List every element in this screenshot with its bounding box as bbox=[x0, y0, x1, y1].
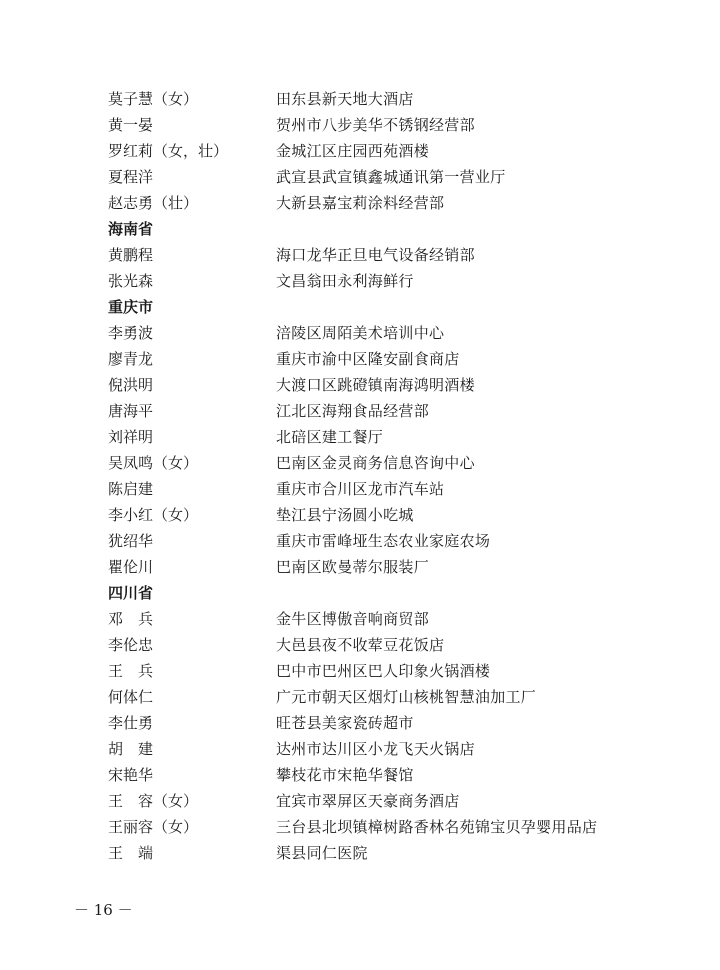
organization-name: 涪陵区周陌美术培训中心 bbox=[276, 324, 445, 342]
organization-name: 重庆市渝中区隆安副食商店 bbox=[276, 350, 460, 368]
person-name: 李勇波 bbox=[108, 324, 154, 342]
person-name: 黄鹏程 bbox=[108, 246, 154, 264]
organization-name: 海口龙华正旦电气设备经销部 bbox=[276, 246, 475, 264]
list-item bbox=[108, 190, 688, 216]
organization-name: 渠县同仁医院 bbox=[276, 844, 368, 862]
province-heading bbox=[108, 216, 688, 242]
person-name: 陈启建 bbox=[108, 480, 154, 498]
list-item bbox=[108, 814, 688, 840]
organization-name: 宜宾市翠屏区天豪商务酒店 bbox=[276, 792, 460, 810]
honoree-list bbox=[108, 86, 688, 866]
organization-name: 重庆市合川区龙市汽车站 bbox=[276, 480, 445, 498]
organization-name: 大新县嘉宝莉涂料经营部 bbox=[276, 194, 445, 212]
list-item bbox=[108, 658, 688, 684]
list-item bbox=[108, 268, 688, 294]
organization-name: 金城江区庄园西苑酒楼 bbox=[276, 142, 430, 160]
person-name: 张光森 bbox=[108, 272, 154, 290]
organization-name: 大渡口区跳磴镇南海鸿明酒楼 bbox=[276, 376, 475, 394]
list-item bbox=[108, 138, 688, 164]
organization-name: 达州市达川区小龙飞天火锅店 bbox=[276, 740, 475, 758]
list-item bbox=[108, 606, 688, 632]
list-item bbox=[108, 762, 688, 788]
province-heading bbox=[108, 294, 688, 320]
list-item bbox=[108, 840, 688, 866]
organization-name: 江北区海翔食品经营部 bbox=[276, 402, 430, 420]
list-item bbox=[108, 788, 688, 814]
province-heading bbox=[108, 580, 688, 606]
person-name: 罗红莉（女，壮） bbox=[108, 142, 229, 160]
list-item bbox=[108, 554, 688, 580]
organization-name: 巴中市巴州区巴人印象火锅酒楼 bbox=[276, 662, 491, 680]
person-name: 王 容（女） bbox=[108, 792, 199, 810]
person-name: 宋艳华 bbox=[108, 766, 154, 784]
organization-name: 金牛区博傲音响商贸部 bbox=[276, 610, 430, 628]
list-item bbox=[108, 736, 688, 762]
organization-name: 攀枝花市宋艳华餐馆 bbox=[276, 766, 414, 784]
person-name: 黄一晏 bbox=[108, 116, 154, 134]
organization-name: 广元市朝天区烟灯山核桃智慧油加工厂 bbox=[276, 688, 537, 706]
person-name: 犹绍华 bbox=[108, 532, 154, 550]
list-item bbox=[108, 372, 688, 398]
list-item bbox=[108, 398, 688, 424]
list-item bbox=[108, 684, 688, 710]
province-name: 海南省 bbox=[108, 220, 154, 238]
person-name: 李伦忠 bbox=[108, 636, 154, 654]
organization-name: 巴南区金灵商务信息咨询中心 bbox=[276, 454, 475, 472]
organization-name: 垫江县宁汤圆小吃城 bbox=[276, 506, 414, 524]
person-name: 瞿伦川 bbox=[108, 558, 154, 576]
province-name: 重庆市 bbox=[108, 298, 154, 316]
person-name: 何体仁 bbox=[108, 688, 154, 706]
organization-name: 巴南区欧曼蒂尔服装厂 bbox=[276, 558, 430, 576]
person-name: 刘祥明 bbox=[108, 428, 154, 446]
organization-name: 三台县北坝镇樟树路香林名苑锦宝贝孕婴用品店 bbox=[276, 818, 598, 836]
list-item bbox=[108, 528, 688, 554]
organization-name: 武宣县武宣镇鑫城通讯第一营业厅 bbox=[276, 168, 506, 186]
list-item bbox=[108, 320, 688, 346]
person-name: 莫子慧（女） bbox=[108, 90, 199, 108]
person-name: 倪洪明 bbox=[108, 376, 154, 394]
person-name: 邓 兵 bbox=[108, 610, 154, 628]
person-name: 赵志勇（壮） bbox=[108, 194, 199, 212]
person-name: 廖青龙 bbox=[108, 350, 154, 368]
organization-name: 贺州市八步美华不锈钢经营部 bbox=[276, 116, 475, 134]
organization-name: 旺苍县美家瓷砖超市 bbox=[276, 714, 414, 732]
list-item bbox=[108, 450, 688, 476]
list-item bbox=[108, 476, 688, 502]
person-name: 唐海平 bbox=[108, 402, 154, 420]
organization-name: 田东县新天地大酒店 bbox=[276, 90, 414, 108]
list-item bbox=[108, 86, 688, 112]
list-item bbox=[108, 164, 688, 190]
list-item bbox=[108, 632, 688, 658]
person-name: 吴凤鸣（女） bbox=[108, 454, 199, 472]
person-name: 王 端 bbox=[108, 844, 154, 862]
province-name: 四川省 bbox=[108, 584, 154, 602]
list-item bbox=[108, 424, 688, 450]
person-name: 李仕勇 bbox=[108, 714, 154, 732]
organization-name: 北碚区建工餐厅 bbox=[276, 428, 384, 446]
list-item bbox=[108, 502, 688, 528]
list-item bbox=[108, 346, 688, 372]
organization-name: 文昌翁田永利海鲜行 bbox=[276, 272, 414, 290]
page-number: － 16 － bbox=[74, 901, 133, 919]
list-item bbox=[108, 112, 688, 138]
list-item bbox=[108, 242, 688, 268]
organization-name: 重庆市雷峰垭生态农业家庭农场 bbox=[276, 532, 491, 550]
organization-name: 大邑县夜不收荤豆花饭店 bbox=[276, 636, 445, 654]
person-name: 夏程洋 bbox=[108, 168, 154, 186]
person-name: 胡 建 bbox=[108, 740, 154, 758]
person-name: 李小红（女） bbox=[108, 506, 199, 524]
list-item bbox=[108, 710, 688, 736]
person-name: 王 兵 bbox=[108, 662, 154, 680]
person-name: 王丽容（女） bbox=[108, 818, 199, 836]
